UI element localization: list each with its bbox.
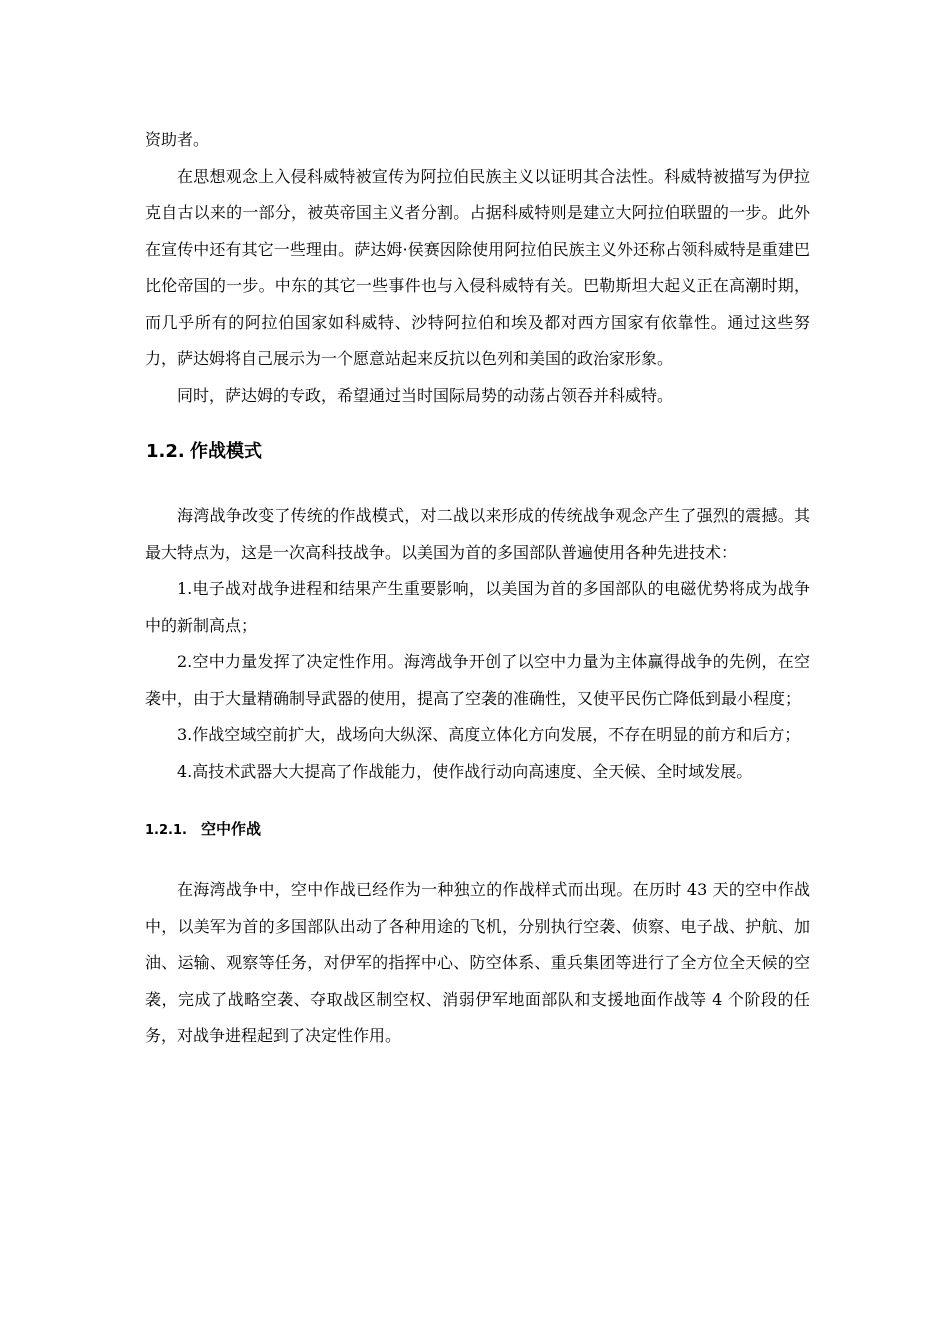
paragraph-combat-intro: 海湾战争改变了传统的作战模式，对二战以来形成的传统战争观念产生了强烈的震撼。其最大特点为，这是一次高科技战争。以美国为首的多国部队普遍使用各种先进技术： bbox=[145, 506, 810, 562]
paragraph-ideology: 在思想观念上入侵科威特被宣传为阿拉伯民族主义以证明其合法性。科威特被描写为伊拉克自古以来的一部分，被英帝国主义者分割。占据科威特则是建立大阿拉伯联盟的一步。此外在宣传中还有其它一些理由。萨达姆·侯赛因除使用阿拉伯民族主义外还称占领科威特是重建巴比伦帝国的一步。中东的其它一些事件也与入侵科威特有关。巴勒斯坦大起义正在高潮时期，而几乎所有的阿拉伯国家如科威特、沙特阿拉伯和埃及都对西方国家有依靠性。通过这些努力，萨达姆将自己展示为一个愿意站起来反抗以色列和美国的政治家形象。 bbox=[145, 166, 810, 368]
subsection-title: 空中作战 bbox=[201, 820, 262, 838]
section-title: 作战模式 bbox=[190, 441, 262, 462]
paragraph-air-combat: 在海湾战争中，空中作战已经作为一种独立的作战样式而出现。在历时 43 天的空中作战中，以美军为首的多国部队出动了各种用途的飞机，分别执行空袭、侦察、电子战、护航、加油、运输、观察等任务，对伊军的指挥中心、防空体系、重兵集团等进行了全方位全天候的空袭，完成了战略空袭、夺取战区制空权、消弱伊军地面部队和支援地面作战等 4 个阶段的任务，对战争进程起到了决定性作用。 bbox=[145, 880, 810, 1045]
subsection-number: 1.2.1. bbox=[145, 823, 187, 838]
paragraph-dictatorship: 同时，萨达姆的专政，希望通过当时国际局势的动荡占领吞并科威特。 bbox=[177, 385, 674, 405]
paragraph-continuation: 资助者。 bbox=[145, 130, 210, 149]
section-number: 1.2. bbox=[146, 441, 185, 462]
subsection-heading-1-2-1 bbox=[145, 804, 810, 854]
document-body bbox=[145, 122, 810, 1055]
list-item-air-power: 2.空中力量发挥了决定性作用。海湾战争开创了以空中力量为主体赢得战争的先例，在空袭中，由于大量精确制导武器的使用，提高了空袭的准确性，又使平民伤亡降低到最小程度； bbox=[145, 652, 810, 708]
section-heading-1-2 bbox=[145, 424, 810, 480]
list-item-high-tech-weapons: 4.高技术武器大大提高了作战能力，使作战行动向高速度、全天候、全时域发展。 bbox=[177, 761, 753, 781]
list-item-electronic-warfare: 1.电子战对战争进程和结果产生重要影响，以美国为首的多国部队的电磁优势将成为战争中的新制高点； bbox=[145, 579, 810, 635]
list-item-airspace: 3.作战空域空前扩大，战场向大纵深、高度立体化方向发展，不存在明显的前方和后方； bbox=[177, 725, 801, 744]
